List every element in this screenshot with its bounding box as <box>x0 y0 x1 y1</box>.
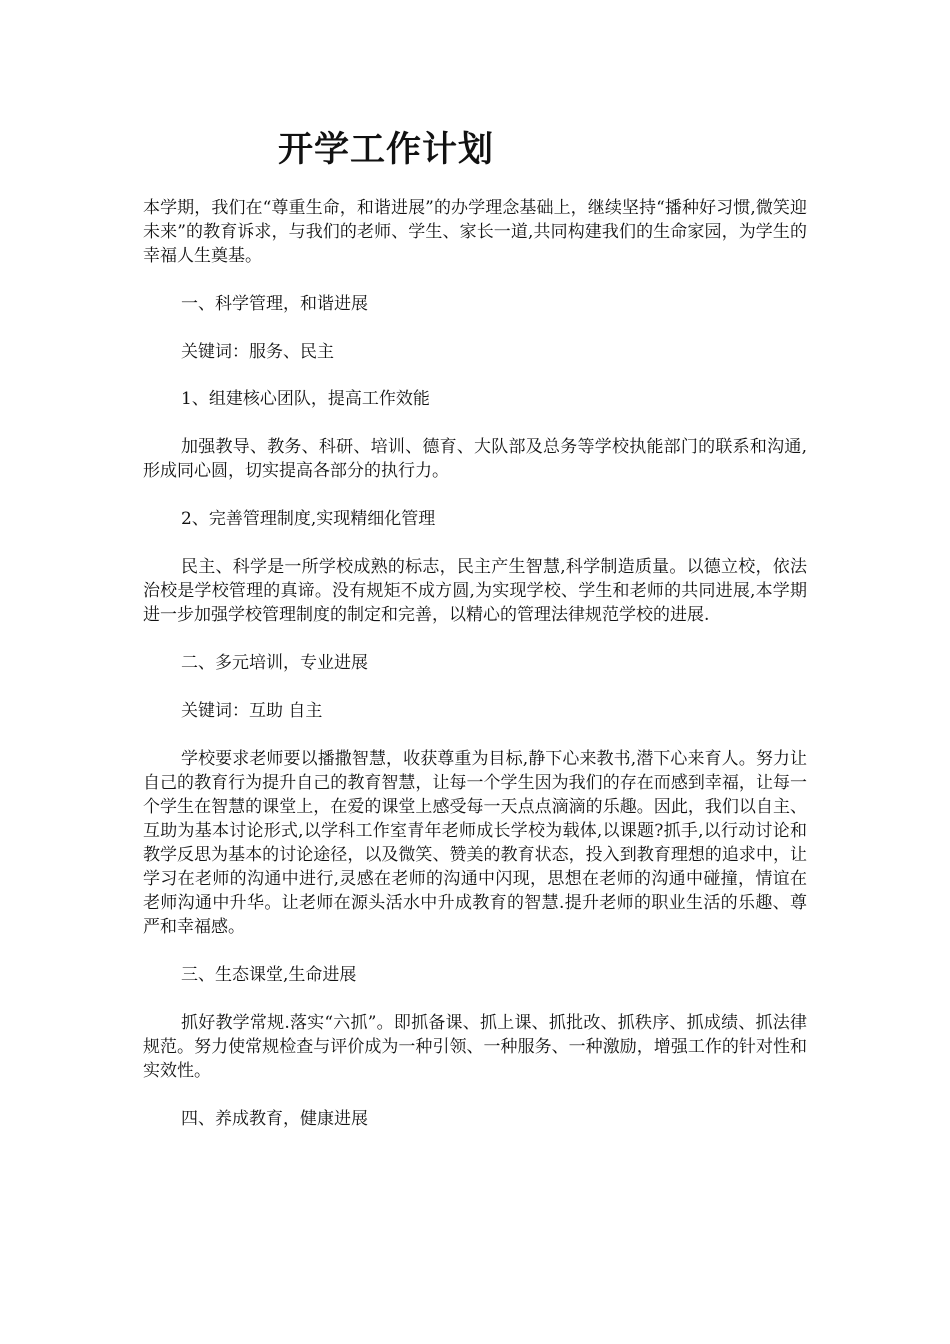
body-paragraph: 抓好教学常规.落实“六抓”。即抓备课、抓上课、抓批改、抓秩序、抓成绩、抓法律规范。努力使常规检查与评价成为一种引领、一种服务、一种激励，增强工作的针对性和实效性。 <box>143 1013 807 1081</box>
section-heading-4: 四、养成教育，健康进展 <box>181 1109 368 1129</box>
keywords-line-1: 关键词：服务、民主 <box>181 342 334 362</box>
keywords-line-2: 关键词：互助 自主 <box>181 701 323 721</box>
section-heading-1: 一、科学管理，和谐进展 <box>181 294 368 314</box>
body-paragraph: 民主、科学是一所学校成熟的标志，民主产生智慧,科学制造质量。以德立校，依法治校是学校管理的真谛。没有规矩不成方圆,为实现学校、学生和老师的共同进展,本学期进一步加强学校管理制度的制定和完善，以精心的管理法律规范学校的进展. <box>143 557 807 625</box>
intro-paragraph: 本学期，我们在“尊重生命，和谐进展”的办学理念基础上，继续坚持“播种好习惯,微笑迎未来”的教育诉求，与我们的老师、学生、家长一道,共同构建我们的生命家园，为学生的幸福人生奠基。 <box>143 198 807 266</box>
section-heading-3: 三、生态课堂,生命进展 <box>181 965 357 985</box>
body-paragraph: 学校要求老师要以播撒智慧，收获尊重为目标,静下心来教书,潜下心来育人。努力让自己的教育行为提升自己的教育智慧，让每一个学生因为我们的存在而感到幸福，让每一个学生在智慧的课堂上，在爱的课堂上感受每一天点点滴滴的乐趣。因此，我们以自主、互助为基本讨论形式,以学科工作室青年老师成长学校为载体,以课题?抓手,以行动讨论和教学反思为基本的讨论途径，以及微笑、赞美的教育状态，投入到教育理想的追求中，让学习在老师的沟通中进行,灵感在老师的沟通中闪现，思想在老师的沟通中碰撞，情谊在老师沟通中升华。让老师在源头活水中升成教育的智慧.提升老师的职业生活的乐趣、尊严和幸福感。 <box>143 749 807 937</box>
subheading-2: 2、完善管理制度,实现精细化管理 <box>181 509 436 529</box>
subheading-1: 1、组建核心团队，提高工作效能 <box>181 389 430 409</box>
body-paragraph: 加强教导、教务、科研、培训、德育、大队部及总务等学校执能部门的联系和沟通,形成同心圆，切实提高各部分的执行力。 <box>143 437 807 481</box>
section-heading-2: 二、多元培训，专业进展 <box>181 653 368 673</box>
document-body <box>143 196 807 1131</box>
document-title: 开学工作计划 <box>278 129 495 170</box>
